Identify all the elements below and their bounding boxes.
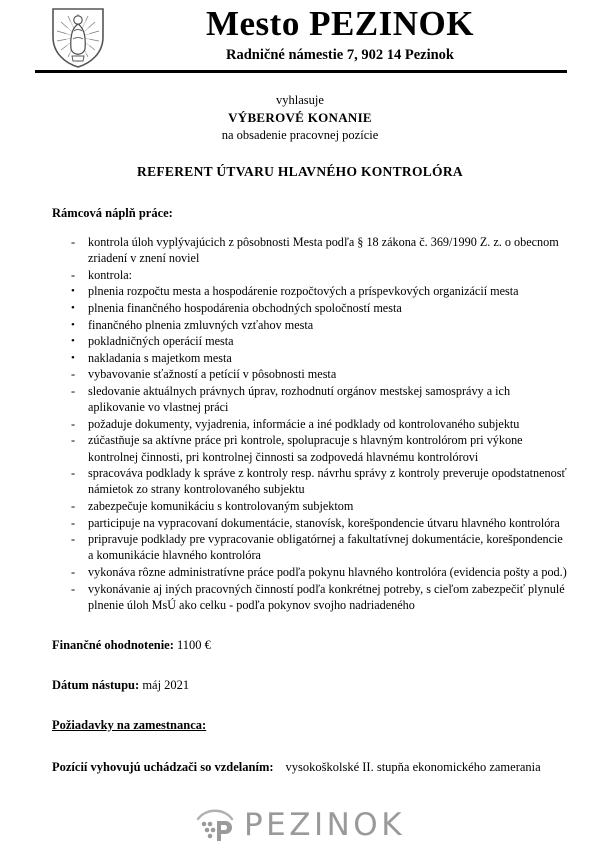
- list-item: [52, 317, 567, 333]
- list-marker: •: [71, 285, 75, 298]
- list-marker: •: [71, 301, 75, 314]
- list-item-text: participuje na vypracovaní dokumentácie, stanovísk, korešpondencie útvaru hlavného kontrolóra: [88, 515, 560, 530]
- list-marker: -: [71, 433, 76, 448]
- list-item: [52, 432, 567, 464]
- list-marker: -: [71, 466, 76, 481]
- salary-label: Finančné ohodnotenie:: [52, 637, 174, 652]
- list-item-text: nakladania s majetkom mesta: [88, 350, 232, 365]
- duties-list: [52, 234, 567, 613]
- announcement-intro: [0, 92, 600, 144]
- list-item: [52, 564, 567, 580]
- intro-line-na-obsadenie: na obsadenie pracovnej pozície: [221, 128, 379, 142]
- document-body: [0, 205, 600, 776]
- list-item: [52, 416, 567, 432]
- list-item: [52, 366, 567, 382]
- list-marker: -: [71, 498, 76, 513]
- duties-heading: Rámcová náplň práce:: [52, 206, 173, 220]
- list-item-text: plnenia rozpočtu mesta a hospodárenie rozpočtových a príspevkových organizácií mesta: [88, 284, 519, 299]
- list-item-text: kontrola:: [88, 267, 133, 282]
- education-requirement: [52, 759, 567, 776]
- list-item-text: pripravuje podklady pre vypracovanie obligatórnej a fakultatívnej dokumentácie, korešpondencie a komunikácie hlavného kontrolóra: [88, 532, 563, 563]
- list-item-text: pokladničných operácií mesta: [88, 334, 234, 349]
- list-marker: -: [71, 383, 76, 398]
- salary-line: [52, 637, 567, 653]
- salary-value: 1100 €: [177, 637, 211, 652]
- list-item: [52, 515, 567, 531]
- watermark-text: PEZINOK: [243, 807, 406, 843]
- education-value: vysokoškolské II. stupňa ekonomického zamerania: [285, 759, 541, 774]
- document-header: [0, 0, 600, 72]
- list-item-text: plnenia finančného hospodárenia obchodných spoločností mesta: [88, 300, 402, 315]
- list-item-text: spracováva podklady k správe z kontroly resp. návrhu správy z kontroly preveruje opodstatnenosť námietok zo strany kontrolovaného subjektu: [88, 466, 567, 497]
- requirements-heading: Požiadavky na zamestnanca:: [52, 717, 207, 732]
- header-divider: [35, 70, 567, 73]
- list-item-text: vykonáva rôzne administratívne práce podľa pokynu hlavného kontrolóra (evidencia pošty a pod.): [88, 564, 567, 579]
- list-item-text: zabezpečuje komunikáciu s kontrolovaným subjektom: [88, 498, 354, 513]
- start-date-value: máj 2021: [142, 677, 190, 692]
- pezinok-logo-icon: [195, 806, 235, 844]
- list-marker: •: [71, 351, 75, 364]
- list-item-text: vykonávanie aj iných pracovných činností podľa konkrétnej potreby, s cieľom zabezpečiť plynulé plnenie úloh MsÚ ako celku - podľa pokynov svojho nadriadeného: [88, 581, 565, 612]
- list-item: [52, 383, 567, 415]
- list-item-text: zúčastňuje sa aktívne práce pri kontrole, spolupracuje s hlavným kontrolórom pri výkone kontrolnej činnosti, pri kontrolnej činnosti sa zodpovedá hlavnému kontrolórovi: [88, 433, 523, 464]
- list-item: [52, 581, 567, 613]
- list-marker: -: [71, 416, 76, 431]
- intro-line-vyhlasuje: vyhlasuje: [276, 93, 324, 107]
- list-item: [52, 350, 567, 366]
- list-item: [52, 465, 567, 497]
- coat-of-arms-icon: [50, 7, 106, 69]
- list-marker: •: [71, 335, 75, 348]
- organization-address: Radničné námestie 7, 902 14 Pezinok: [226, 47, 454, 63]
- intro-line-vyberove-konanie: VÝBEROVÉ KONANIE: [228, 110, 372, 125]
- start-date-line: [52, 677, 567, 693]
- list-item: [52, 531, 567, 563]
- list-marker: -: [71, 367, 76, 382]
- list-item: [52, 234, 567, 266]
- pezinok-watermark: [0, 806, 600, 844]
- list-marker: -: [71, 235, 76, 249]
- list-item: [52, 267, 567, 283]
- list-item-text: sledovanie aktuálnych právnych úprav, rozhodnutí orgánov mestskej samosprávy a ich aplikovanie vo vlastnej práci: [88, 383, 511, 415]
- list-item-text: finančného plnenia zmluvných vzťahov mesta: [88, 317, 314, 332]
- position-title: REFERENT ÚTVARU HLAVNÉHO KONTROLÓRA: [137, 164, 463, 179]
- list-item-text: vybavovanie sťažností a petícií v pôsobnosti mesta: [88, 367, 337, 382]
- list-marker: -: [71, 564, 76, 579]
- list-marker: -: [71, 515, 76, 530]
- list-item: [52, 283, 567, 299]
- list-item-text: požaduje dokumenty, vyjadrenia, informácie a iné podklady od kontrolovaného subjektu: [88, 416, 520, 431]
- list-marker: •: [71, 318, 75, 331]
- list-marker: -: [71, 581, 76, 596]
- list-item: [52, 333, 567, 349]
- education-label: Pozícií vyhovujú uchádzači so vzdelaním:: [52, 759, 274, 774]
- list-marker: -: [71, 532, 76, 547]
- organization-title: Mesto PEZINOK: [205, 4, 474, 43]
- start-date-label: Dátum nástupu:: [52, 677, 140, 692]
- list-item-text: kontrola úloh vyplývajúcich z pôsobnosti Mesta podľa § 18 zákona č. 369/1990 Z. z. o obecnom zriadení v znení noviel: [88, 235, 559, 266]
- list-marker: -: [71, 267, 76, 282]
- list-item: [52, 498, 567, 514]
- list-item: [52, 300, 567, 316]
- header-text-block: [110, 2, 570, 64]
